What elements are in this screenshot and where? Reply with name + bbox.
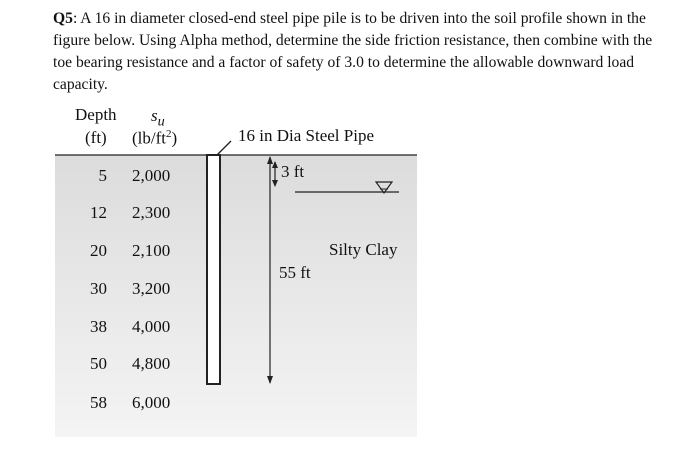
- table-row-depth: 5: [98, 166, 107, 185]
- soil-fill: [55, 155, 417, 437]
- depth-unit: (ft): [85, 128, 107, 147]
- table-row-depth: 20: [90, 241, 107, 260]
- table-row-su: 2,100: [132, 241, 171, 260]
- su-unit-suffix: ): [171, 128, 178, 148]
- su-header: [151, 106, 165, 130]
- table-row-su: 2,000: [132, 166, 171, 185]
- table-row-depth: 12: [90, 203, 107, 222]
- table-row-depth: 38: [90, 317, 107, 336]
- table-row-su: 2,300: [132, 203, 171, 222]
- su-subscript: u: [157, 113, 165, 130]
- su-unit-prefix: (lb/ft: [132, 128, 166, 148]
- pile-length-label: 55 ft: [279, 263, 311, 282]
- soil-type-label: Silty Clay: [329, 240, 398, 259]
- water-depth-label: 3 ft: [281, 162, 305, 181]
- table-row-su: 6,000: [132, 393, 171, 412]
- su-unit-exp: 2: [166, 128, 172, 140]
- question-body: : A 16 in diameter closed-end steel pipe pile is to be driven into the soil profile shown in the figure below. Using Alpha method, determine the side friction resistance, then combine with the toe bearing resistance and a factor of safety of 3.0 to determine the allowable downward load capacity.: [53, 10, 653, 93]
- table-row-su: 4,800: [132, 354, 171, 373]
- soil-profile-figure: [55, 100, 417, 437]
- table-row-su: 3,200: [132, 279, 171, 298]
- depth-header: Depth: [75, 105, 117, 124]
- question-text: [53, 8, 653, 96]
- pipe-label: 16 in Dia Steel Pipe: [238, 126, 374, 145]
- su-unit: [132, 128, 177, 149]
- table-row-su: 4,000: [132, 317, 171, 336]
- pipe-label-leader: [217, 141, 231, 155]
- table-row-depth: 30: [90, 279, 107, 298]
- soil-profile-drawing: [55, 100, 417, 437]
- su-symbol: s: [151, 106, 158, 125]
- table-row-depth: 58: [90, 393, 107, 412]
- steel-pipe-pile: [207, 155, 220, 384]
- question-label: Q5: [53, 10, 73, 27]
- table-row-depth: 50: [90, 354, 107, 373]
